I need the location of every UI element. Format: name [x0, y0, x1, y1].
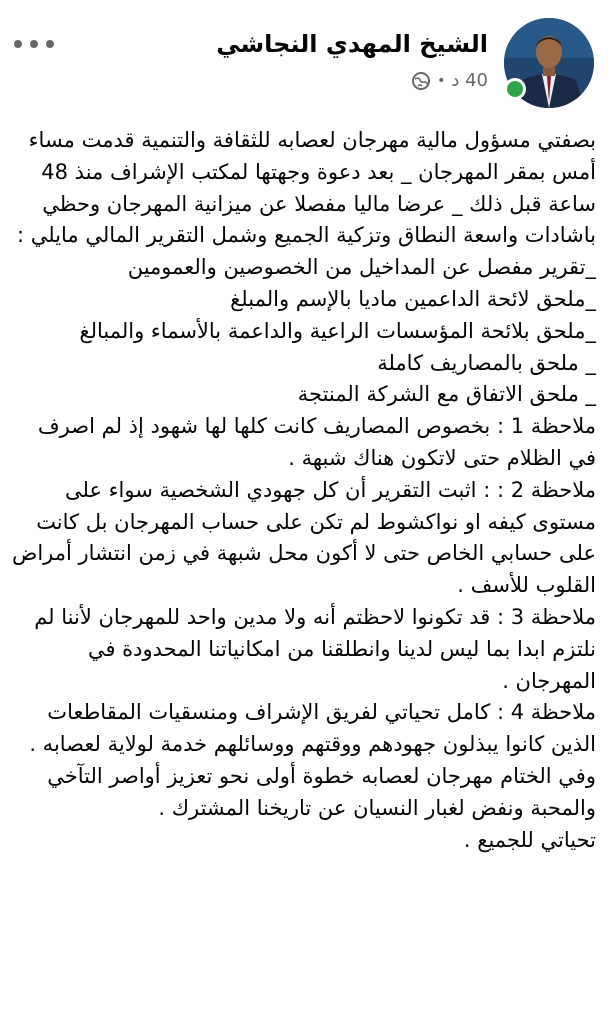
- post-closing: وفي الختام مهرجان لعصابه خطوة أولى نحو تعزيز أواصر التآخي والمحبة ونفض لغبار النسيان عن تاريخنا المشترك .: [47, 763, 596, 820]
- post-body: [10, 125, 596, 856]
- post-note: ملاحظة 2 : : اثبت التقرير أن كل جهودي الشخصية سواء على مستوى كيفه او نواكشوط لم تكن على حساب المهرجان بل كانت على حسابي الخاص حتى لا أكون محل شبهة في زمن انتشار أمراض القلوب للأسف .: [11, 477, 596, 598]
- post-list-item: _ملحق لائحة الداعمين ماديا بالإسم والمبلغ: [230, 286, 596, 311]
- post-note: ملاحظة 3 : قد تكونوا لاحظتم أنه ولا مدين واحد للمهرجان لأننا لم نلتزم ابدا بما ليس لدينا وانطلقنا من امكانياتنا المحدودة في المهرجان .: [34, 604, 596, 693]
- post-meta: [411, 70, 488, 91]
- more-horizontal-icon-dot: [46, 40, 54, 48]
- more-options-button[interactable]: [14, 32, 54, 56]
- post-paragraph-intro: بصفتي مسؤول مالية مهرجان لعصابه للثقافة والتنمية قدمت مساء أمس بمقر المهرجان _ بعد دعوة وجهتها لمكتب الإشراف منذ 48 ساعة قبل ذلك _ عرضا ماليا مفصلا عن ميزانية المهرجان وحظي باشادات واسعة النطاق وتزكية الجميع وشمل التقرير المالي مايلي :: [16, 128, 596, 248]
- post-list-item: _ملحق بلائحة المؤسسات الراعية والداعمة بالأسماء والمبالغ: [79, 318, 596, 343]
- post-note: ملاحظة 1 : بخصوص المصاريف كانت كلها لها شهود إذ لم اصرف في الظلام حتى لاتكون هناك شبهة .: [37, 414, 596, 470]
- online-status-dot: [504, 78, 526, 100]
- more-horizontal-icon-dot: [14, 40, 22, 48]
- post-time[interactable]: 40 د: [451, 70, 488, 91]
- post-greeting: تحياتي للجميع .: [463, 827, 596, 852]
- post-note: ملاحظة 4 : كامل تحياتي لفريق الإشراف ومنسقيات المقاطعات الذين كانوا يبذلون جهودهم ووقتهم ووسائلهم خدمة لولاية لعصابه .: [29, 700, 596, 757]
- globe-icon[interactable]: [411, 71, 431, 91]
- post-list-item: _تقرير مفصل عن المداخيل من الخصوصين والعمومين: [127, 255, 596, 280]
- post-list-item: _ ملحق الاتفاق مع الشركة المنتجة: [297, 382, 596, 407]
- post-header: [0, 0, 608, 122]
- meta-separator: •: [437, 72, 446, 89]
- post-list-item: _ ملحق بالمصاريف كاملة: [377, 350, 596, 375]
- author-name[interactable]: الشيخ المهدي النجاشي: [216, 30, 488, 58]
- more-horizontal-icon-dot: [30, 40, 38, 48]
